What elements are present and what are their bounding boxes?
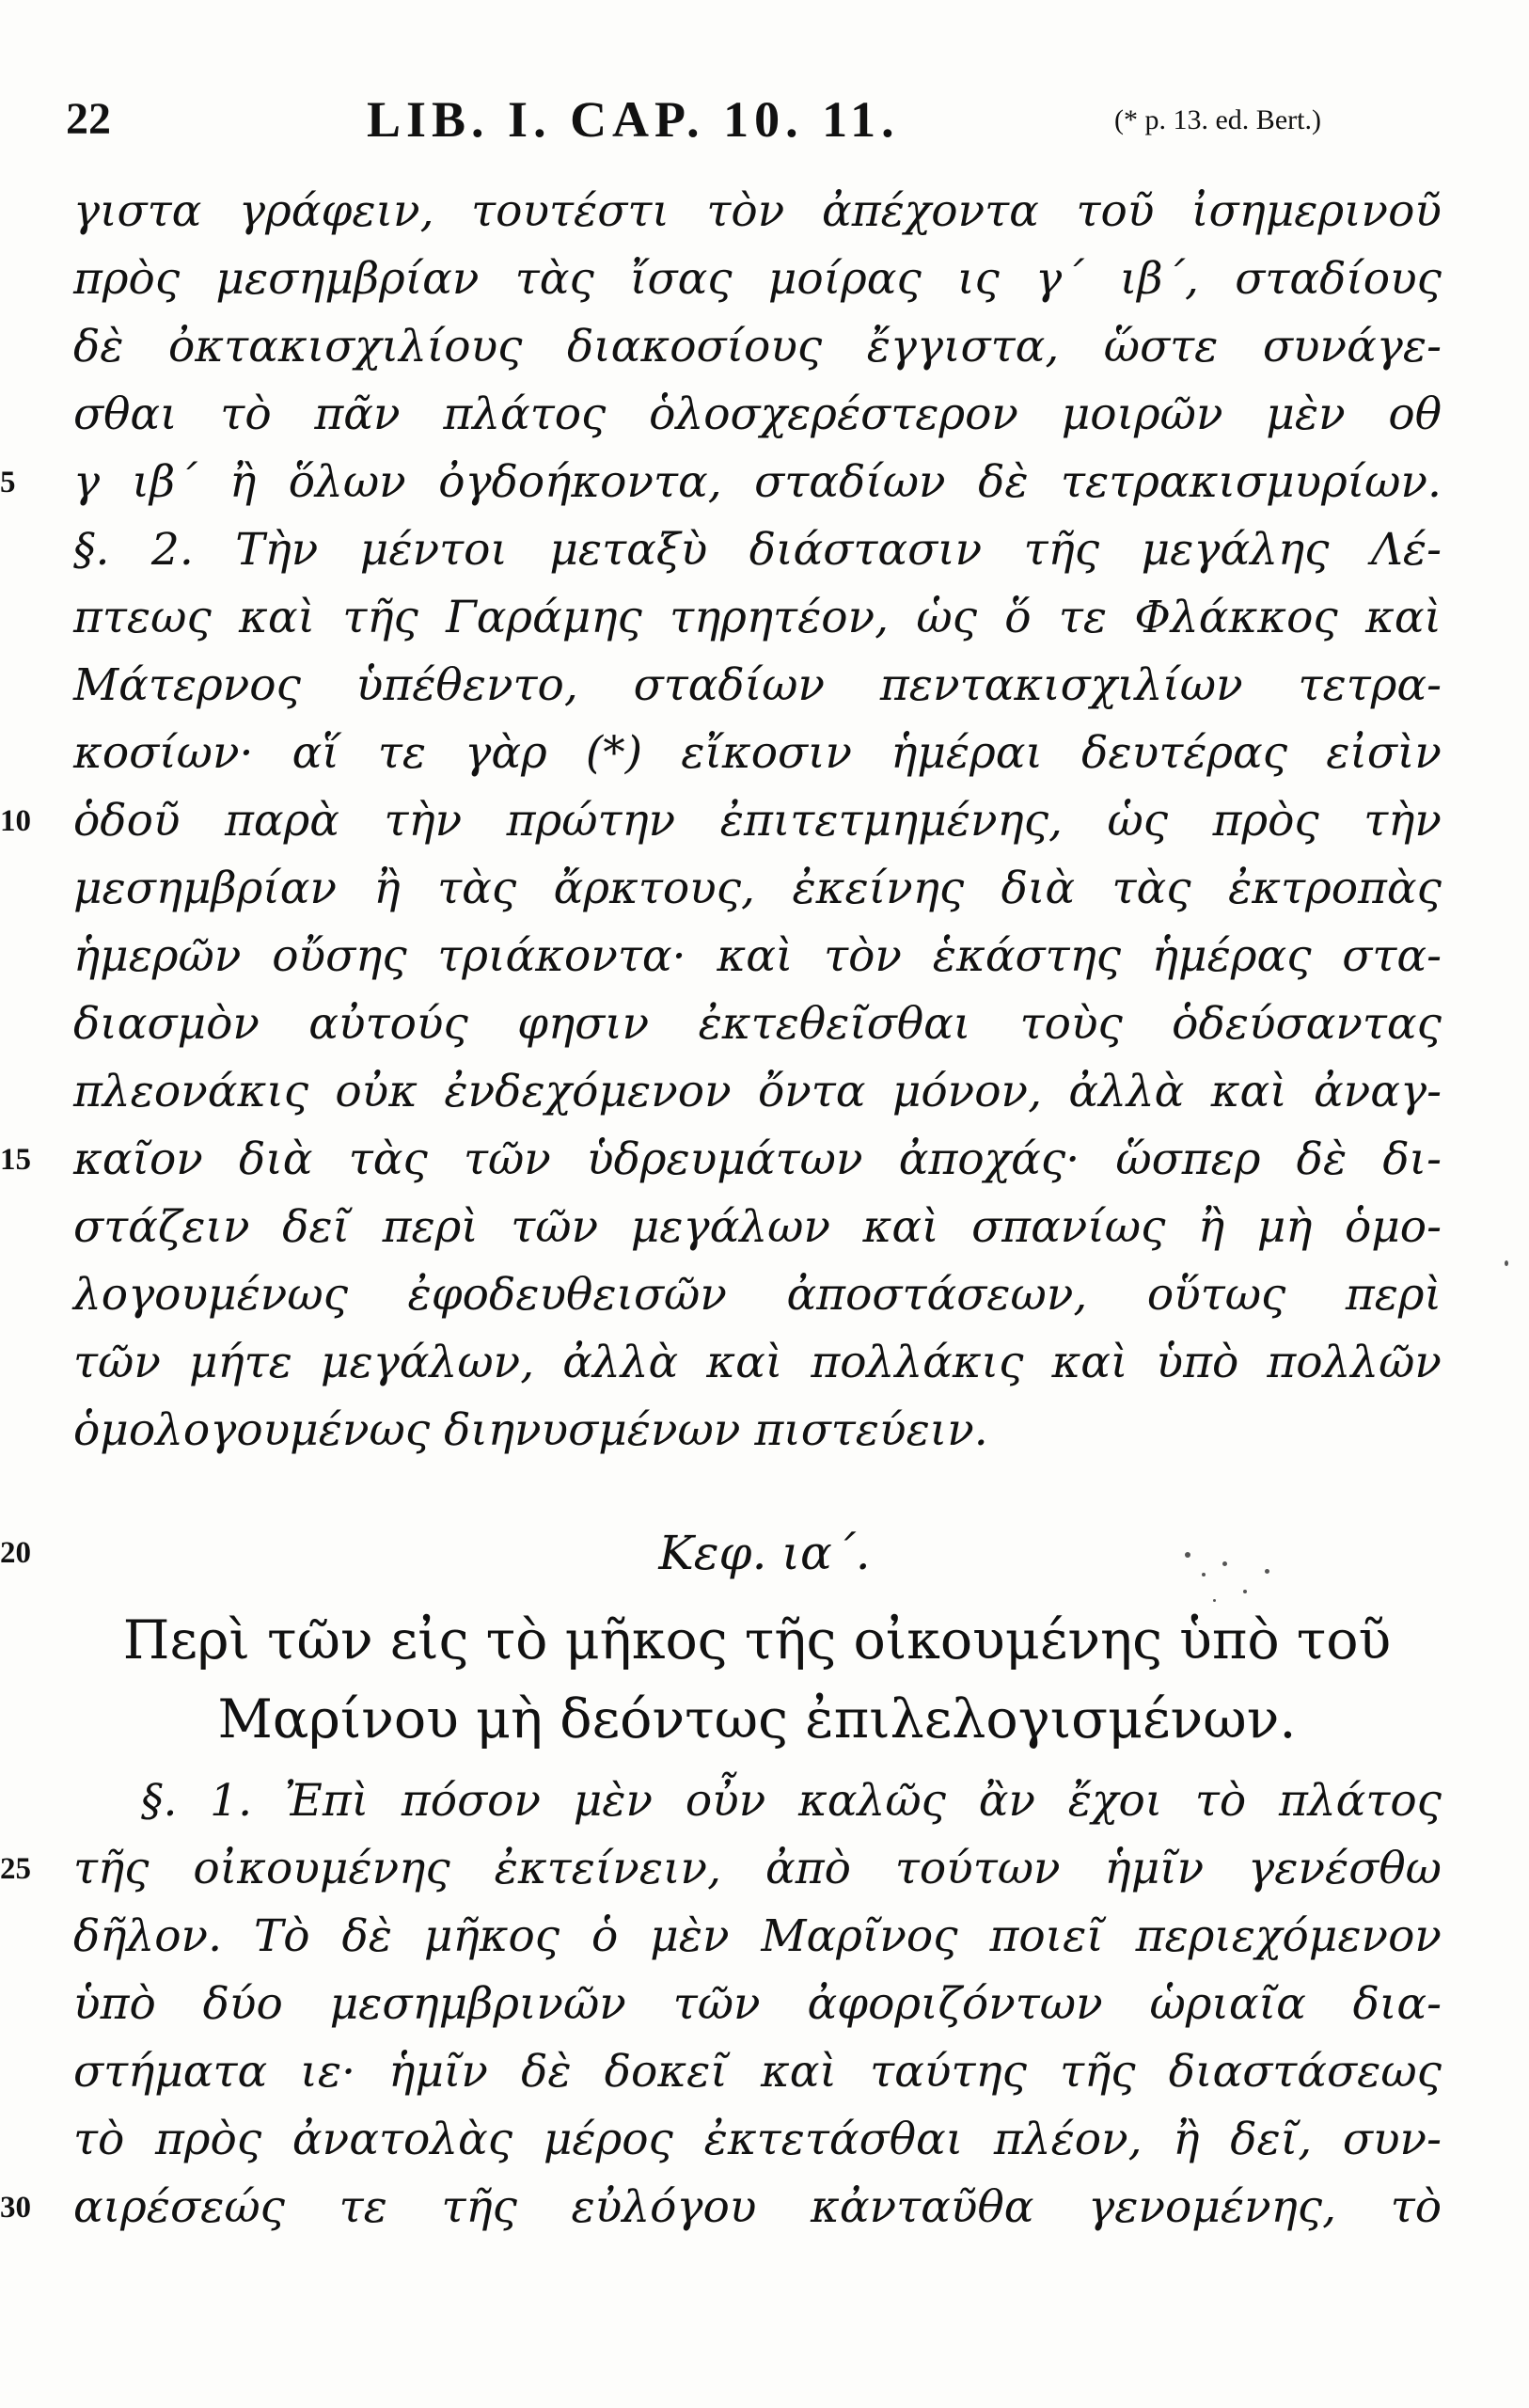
print-speck [1185, 1552, 1190, 1558]
line-number: 30 [0, 2191, 31, 2225]
text-line: πλεονάκις οὐκ ἐνδεχόμενον ὄντα μόνον, ἀλλὰ καὶ ἀναγ- [73, 1066, 1442, 1117]
text-line: στάζειν δεῖ περὶ τῶν μεγάλων καὶ σπανίως ἢ μὴ ὁμο- [73, 1201, 1442, 1253]
line-number: 15 [0, 1143, 31, 1177]
text-line: τῆς οἰκουμένης ἐκτείνειν, ἀπὸ τούτων ἡμῖν γενέσθω [73, 1843, 1442, 1894]
text-line: πρὸς μεσημβρίαν τὰς ἴσας μοίρας ις γ΄ ιβ΄, σταδίους [73, 253, 1442, 305]
text-line: τῶν μήτε μεγάλων, ἀλλὰ καὶ πολλάκις καὶ ὑπὸ πολλῶν [73, 1337, 1442, 1388]
text-line: γ ιβ΄ ἢ ὅλων ὀγδοήκοντα, σταδίων δὲ τετρακισμυρίων. [73, 456, 1442, 508]
text-line: δὲ ὀκτακισχιλίους διακοσίους ἔγγιστα, ὥστε συνάγε- [73, 321, 1442, 372]
text-line: γιστα γράφειν, τουτέστι τὸν ἀπέχοντα τοῦ ἰσημερινοῦ [73, 185, 1442, 237]
text-line: μεσημβρίαν ἢ τὰς ἄρκτους, ἐκείνης διὰ τὰς ἐκτροπὰς [73, 863, 1442, 914]
text-line: §. 2. Τὴν μέντοι μεταξὺ διάστασιν τῆς μεγάλης Λέ- [73, 524, 1442, 576]
text-line: καῖον διὰ τὰς τῶν ὑδρευμάτων ἀποχάς· ὥσπερ δὲ δι- [73, 1133, 1442, 1185]
print-speck [1222, 1561, 1227, 1566]
print-speck [1265, 1569, 1269, 1574]
text-line: ὁμολογουμένως διηνυσμένων πιστεύειν. [73, 1404, 988, 1456]
text-line: αιρέσεώς τε τῆς εὐλόγου κἀνταῦθα γενομένης, τὸ [73, 2181, 1442, 2233]
text-line: πτεως καὶ τῆς Γαράμης τηρητέον, ὡς ὅ τε Φλάκκος καὶ [73, 592, 1442, 643]
text-line: στήματα ιε· ἡμῖν δὲ δοκεῖ καὶ ταύτης τῆς διαστάσεως [73, 2046, 1442, 2098]
text-line: λογουμένως ἐφοδευθεισῶν ἀποστάσεων, οὕτως περὶ [73, 1269, 1442, 1321]
running-title: LIB. I. CAP. 10. 11. [367, 91, 900, 148]
text-line: ὁδοῦ παρὰ τὴν πρώτην ἐπιτετμημένης, ὡς πρὸς τὴν [73, 795, 1442, 847]
chapter-label: Κεφ. ια΄. [658, 1526, 871, 1580]
line-number: 25 [0, 1852, 31, 1886]
running-header [66, 87, 1448, 152]
text-line: ὑπὸ δύο μεσημβρινῶν τῶν ἀφοριζόντων ὡριαῖα δια- [73, 1978, 1442, 2030]
print-speck [1243, 1590, 1247, 1593]
text-line: ἡμερῶν οὔσης τριάκοντα· καὶ τὸν ἑκάστης ἡμέρας στα- [73, 930, 1442, 982]
line-number: 5 [0, 466, 16, 499]
line-number: 20 [0, 1536, 31, 1570]
text-line: δῆλον. Τὸ δὲ μῆκος ὁ μὲν Μαρῖνος ποιεῖ περιεχόμενον [73, 1910, 1442, 1962]
edition-note: (* p. 13. ed. Bert.) [1114, 104, 1321, 135]
text-line: κοσίων· αἵ τε γὰρ (*) εἴκοσιν ἡμέραι δευτέρας εἰσὶν [73, 727, 1442, 779]
print-speck [1202, 1573, 1206, 1576]
print-speck [1213, 1599, 1216, 1602]
text-line: §. 1. Ἐπὶ πόσον μὲν οὖν καλῶς ἂν ἔχοι τὸ πλάτος [141, 1775, 1442, 1827]
text-line: Μάτερνος ὑπέθεντο, σταδίων πεντακισχιλίων τετρα- [73, 659, 1442, 711]
text-line: τὸ πρὸς ἀνατολὰς μέρος ἐκτετάσθαι πλέον, ἢ δεῖ, συν- [73, 2114, 1442, 2165]
text-line: σθαι τὸ πᾶν πλάτος ὁλοσχερέστερον μοιρῶν μὲν οθ [73, 388, 1442, 440]
chapter-title-line-1: Περὶ τῶν εἰς τὸ μῆκος τῆς οἰκουμένης ὑπὸ τοῦ [122, 1609, 1392, 1671]
chapter-title-line-2: Μαρίνου μὴ δεόντως ἐπιλελογισμένων. [217, 1688, 1297, 1751]
page-number: 22 [66, 94, 111, 144]
line-number: 10 [0, 804, 31, 838]
text-line: διασμὸν αὐτούς φησιν ἐκτεθεῖσθαι τοὺς ὁδεύσαντας [73, 998, 1442, 1050]
print-speck [1505, 1260, 1508, 1266]
